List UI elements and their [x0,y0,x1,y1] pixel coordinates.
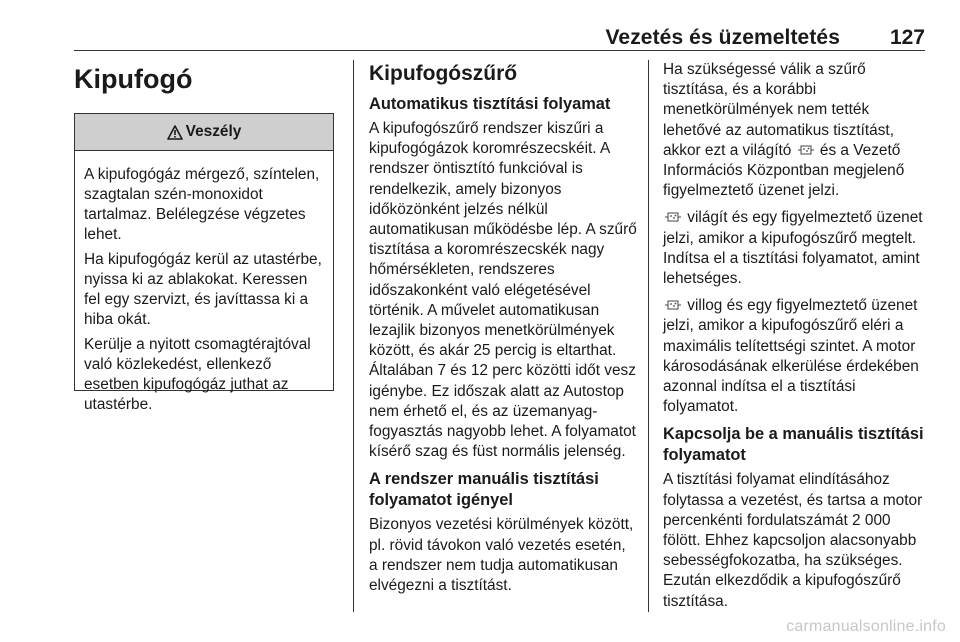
middle-column [369,60,637,603]
header-title: Vezetés és üzemeltetés [605,26,840,49]
warning-label: Veszély [185,123,242,140]
column-divider-2 [648,60,649,612]
text: villog és egy figyelmeztető üzenet jelzi, amikor a kipufogószűrő eléri a maximális telítettségi szintet. A motor károsodásának elkerülése érdekében azonnal indítsa el a tisztítási folyamatot. [663,297,919,416]
paragraph-manual-start: A tisztítási folyamat elindításához folytassa a vezetést, és tartsa a motor percenkénti fordulatszámát 2 000 fölött. Ehhez kapcsoljon alacsonyabb sebességfokozatba, ha szükséges. Ezután elkezdődik a kipufogószűrő tisztítása. [663,471,923,610]
exhaust-filter-icon [798,143,814,157]
exhaust-filter-icon [665,298,681,312]
subsection-title-automatic: Automatikus tisztítási folyamat [369,95,611,113]
watermark: carmanualsonline.info [786,618,946,635]
paragraph-filter-full [663,208,927,289]
column-divider-1 [353,60,354,612]
text: és a Vezető Információs Központban megjelenő figyelmeztető üzenet jelzi. [663,141,905,200]
paragraph-automatic: A kipufogószűrő rendszer kiszűri a kipufogógázok koromrészecskéit. A rendszer öntisztító funkcióval is rendelkezik, amely bizonyos időközönként jelzés nélkül automatikusan működésbe lép. A szűrő tisztítása a koromrészecskék nagy hőmérsékleten, rendszeres időszakonként való elégetésével történik. A művelet automatikusan lezajlik bizonyos menetkörülmények között, és akár 25 percig is eltarthat. Általában 7 és 12 perc közötti időt vesz igénybe. Ez időszak alatt az Autostop nem érhető el, és az üzemanyag-fogyasztás nagyobb lehet. A folyamatot kísérő szag és füst normális jelenség. [369,120,637,461]
exhaust-filter-icon [665,210,681,224]
text: Ha szükségessé válik a szűrő tisztítása, és a korábbi menetkörülmények nem tették lehetővé az automatikus tisztítást, akkor ezt a világító [663,61,894,159]
warning-paragraph: Ha kipufogógáz kerül az utastérbe, nyissa ki az ablakokat. Keressen fel egy szervizt, és javíttassa ki a hiba okát. [84,251,322,328]
page-number: 127 [889,26,925,49]
header-divider [74,50,925,51]
section-title: Kipufogószűrő [369,62,518,85]
right-column [663,60,927,619]
warning-box [74,113,334,413]
paragraph-filter-max [663,296,927,417]
warning-header [75,114,333,151]
subsection-title-manual-start: Kapcsolja be a manuális tisztítási folyamatot [663,425,924,465]
warning-body [75,151,333,415]
paragraph-filter-needed [663,60,927,201]
warning-paragraph: A kipufogógáz mérgező, színtelen, szagtalan szén-monoxidot tartalmaz. Belélegzése végzetes lehet. [84,166,320,243]
warning-triangle-icon [167,125,183,140]
warning-paragraph: Kerülje a nyitott csomagtérajtóval való közlekedést, ellenkező esetben kipufogógáz juthat az utastérbe. [84,336,311,413]
subsection-title-manual-required: A rendszer manuális tisztítási folyamatot igényel [369,470,599,510]
chapter-title: Kipufogó [74,64,193,94]
text: világít és egy figyelmeztető üzenet jelzi, amikor a kipufogószűrő megtelt. Indítsa el a tisztítási folyamatot, amint lehetséges. [663,209,923,288]
paragraph-manual-required: Bizonyos vezetési körülmények között, pl. rövid távokon való vezetés esetén, a rendszer nem tudja automatikusan elvégezni a tisztítást. [369,516,634,595]
